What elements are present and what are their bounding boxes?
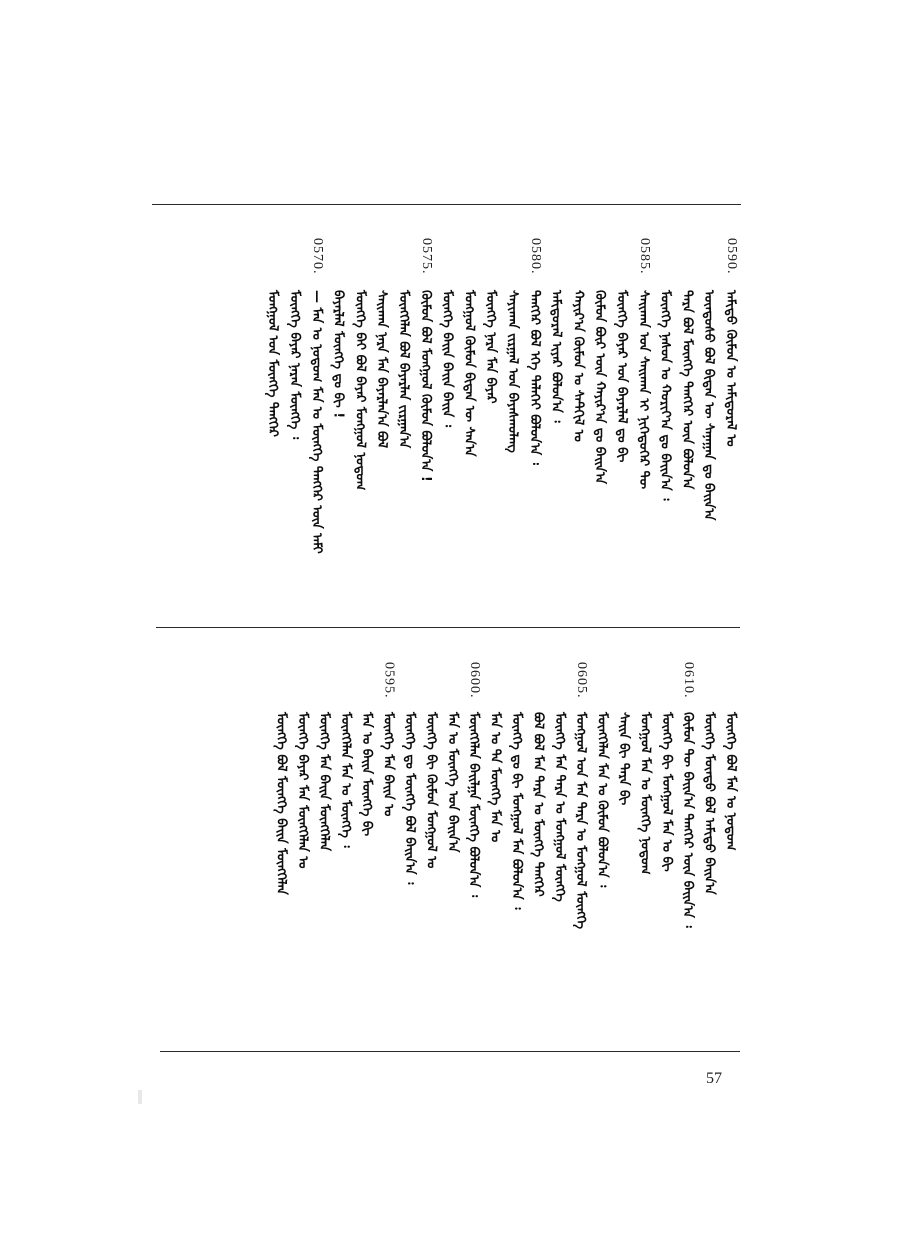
verse-line: ᠮᠦᠩᠬᠡ ᠨᠠᠷᠠ ᠮᠠᠨ ᠪᠠᠶᠠᠷ xyxy=(483,290,499,404)
verse-line: ᠮᠥᠩᠬᠡ ᠪᠠᠢ ᠪᠣᠯ ᠪᠠᠶᠠᠷ ᠮᠣᠩᠭᠣᠯ ᠨᠤᠲᠤᠭ xyxy=(352,290,368,491)
verse-line: ᠮᠥᠩᠬᠡ ᠪᠣᠯ ᠮᠥᠩᠬᠡ ᠪᠠᠢᠨ ᠮᠥᠩᠬᠡᠯᠡᠨ xyxy=(273,712,289,895)
verse-line: ᠮᠣᠩᠭᠣᠯ ᠤᠨ ᠮᠠᠨ ᠲᠡᠷᠡ ᠤ ᠮᠣᠩᠭᠣᠯ ᠮᠥᠩᠬᠡ xyxy=(573,712,589,929)
verse-line: ᠮᠦᠩᠬᠡ ᠨᠠᠰᠤᠨ ᠤ ᠬᠣᠷᠢᠶ᠎ᠠ ᠳᠤ ᠪᠠᠢᠨ᠎ᠠ ᠄ xyxy=(657,290,673,501)
verse-line: ᠮᠥᠩᠬᠡ ᠮᠠᠨ ᠪᠠᠢᠨ ᠤ xyxy=(380,712,396,817)
verse-line: ᠰᠠᠢᠨ ᠪᠢ ᠲᠡᠷᠡ ᠪᠢ xyxy=(616,712,631,806)
verse-line: ᠮᠣᠩᠭᠣᠯ ᠮᠠᠨ ᠤ ᠮᠥᠩᠬᠡ ᠨᠤᠲᠤᠭ xyxy=(637,712,653,875)
verse-line: ᠮᠦᠩᠬᠡ ᠪᠣᠯ ᠮᠠᠨ ᠤ ᠨᠤᠲᠤᠭ xyxy=(723,712,738,851)
verse-line: ᠮᠠᠨ ᠤ ᠲᠡ ᠮᠥᠩᠬᠡ ᠮᠠᠨ ᠤ xyxy=(487,712,503,843)
verse-line: ᠮᠥᠩᠬᠡ ᠪᠠᠢᠨ ᠪᠠᠢᠨ ᠪᠠᠢᠨ ᠄ xyxy=(439,290,455,427)
verse-line: ᠮᠣᠩᠭᠣᠯ ᠬᠦᠮᠦᠨ ᠪᠢᠳᠡᠨ ᠦ ᠰᠠᠨ᠎ᠠ xyxy=(461,290,477,457)
line-number: 0580. xyxy=(527,238,543,275)
line-number: 0585. xyxy=(636,238,652,275)
verse-line: ᠪᠣᠯ ᠪᠣᠯ ᠮᠠᠨ ᠲᠡᠷᠡ ᠤ ᠮᠥᠩᠬᠡ ᠲᠡᠩᠭᠡᠷ xyxy=(530,712,546,897)
verse-line: ᠮᠥᠩᠬᠡ ᠪᠢ ᠬᠦᠮᠦᠨ ᠮᠣᠩᠭᠣᠯ ᠤ xyxy=(423,712,439,869)
verse-line: ᠬᠠᠶᠢᠷ᠎ᠠ ᠬᠦᠮᠦᠨ ᠤ ᠰᠡᠲᠭᠢᠯ ᠤ xyxy=(570,290,586,442)
verse-line: ᠲᠡᠩᠭᠡᠷ ᠪᠣᠯ ᠡᠬᠡ ᠳᠡᠯᠡᠬᠡᠢ ᠪᠣᠯᠤᠨ᠎ᠠ ᠄ xyxy=(526,290,542,465)
verse-line: ᠮᠥᠩᠬᠡ ᠮᠠᠨ ᠲᠡᠷᠡ ᠤ ᠮᠣᠩᠭᠣᠯ ᠮᠥᠩᠬᠡ xyxy=(551,712,567,902)
verse-line: ᠰᠠᠢᠬᠠᠨ ᠤᠨ ᠰᠠᠢᠬᠠᠨ ᠢ ᠨᠢᠭᠡᠳᠦᠭᠡᠷ ᠲᠦ xyxy=(635,290,651,489)
verse-line: — ᠮᠠᠨ ᠤ ᠨᠤᠲᠤᠭ ᠮᠠᠨ ᠤ ᠮᠥᠩᠬᠡ ᠲᠡᠩᠭᠡᠷ ᠦᠨ ᠠᠮᠢ xyxy=(308,290,324,554)
verse-line: ᠮᠥᠩᠬᠡᠯᠡᠨ ᠮᠠᠨ ᠤ ᠬᠦᠮᠦᠨ ᠪᠣᠯᠤᠨ᠎ᠠ ᠄ xyxy=(594,712,610,888)
line-number: 0605. xyxy=(574,662,590,699)
verse-line: ᠲᠡᠷᠡ ᠪᠣᠯ ᠮᠥᠩᠬᠡ ᠲᠡᠩᠭᠡᠷ ᠦᠨ ᠪᠣᠯᠤᠨ᠎ᠠ xyxy=(679,290,695,490)
verse-line: ᠮᠥᠩᠬᠡᠯᠡᠨ ᠮᠠᠨ ᠤ ᠮᠥᠩᠬᠡ ᠄ xyxy=(337,712,353,848)
verse-line: ᠮᠥᠩᠬᠡ ᠪᠠᠶᠠᠷ ᠨᠠᠷᠠᠨ ᠮᠥᠩᠬᠡ ᠄ xyxy=(287,290,302,440)
verse-line: ᠮᠠᠨ ᠤ ᠪᠠᠢᠨ ᠮᠥᠩᠬᠡ ᠪᠢ xyxy=(359,712,375,837)
verse-line: ᠮᠥᠩᠬᠡ ᠪᠠᠶᠠᠷ ᠮᠠᠨ ᠮᠥᠩᠬᠡᠯᠡᠨ ᠤ xyxy=(295,712,310,869)
verse-line: ᠮᠣᠩᠭᠣᠯ ᠤᠨ ᠮᠥᠩᠬᠡ ᠲᠡᠩᠭᠡᠷ xyxy=(265,290,281,437)
verse-line: ᠬᠦᠮᠦᠨ ᠲᠦ ᠪᠠᠢᠨ᠎ᠠ ᠲᠡᠩᠭᠡᠷ ᠦᠨ ᠪᠠᠢᠨ᠎ᠠ ᠄ xyxy=(680,712,696,928)
verse-line: ᠮᠥᠩᠬᠡᠯᠡᠨ ᠪᠠᠢᠯᠭᠠ ᠮᠥᠩᠬᠡ ᠪᠣᠯᠤᠨ᠎ᠠ ᠄ xyxy=(466,712,482,898)
page-number: 57 xyxy=(706,1070,722,1087)
top-rule xyxy=(152,204,741,205)
middle-rule xyxy=(156,627,740,628)
bottom-rule xyxy=(160,1051,740,1052)
verse-line: ᠮᠥᠩᠬᠡ ᠳᠤ ᠮᠥᠩᠬᠡ ᠪᠣᠯ ᠪᠠᠢᠨ᠎ᠠ ᠄ xyxy=(402,712,417,885)
verse-line: ᠪᠠᠶᠠᠷᠯᠠᠯ ᠮᠥᠩᠬᠡ ᠳᠤ ᠪᠢ ! xyxy=(330,290,346,419)
verse-line: ᠦᠨᠳᠦᠰᠦ ᠪᠣᠯ ᠪᠢᠳᠡᠨ ᠦ ᠰᠠᠨᠠᠭᠠᠨ ᠳᠤ ᠪᠠᠢᠨ᠎ᠠ xyxy=(701,290,717,521)
verse-line: ᠮᠥᠩᠬᠡᠯᠡᠨ ᠪᠣᠯ ᠪᠠᠶᠠᠷᠯᠠᠨ ᠵᠢᠷᠭᠠᠨ᠎ᠠ xyxy=(396,290,411,449)
scan-smudge xyxy=(138,1090,142,1104)
verse-line: ᠮᠥᠩᠬᠡ ᠪᠢ ᠮᠣᠩᠭᠣᠯ ᠮᠠᠨ ᠤ ᠪᠢ xyxy=(658,712,674,872)
verse-line: ᠮᠥᠩᠬᠡ ᠮᠥᠨᠳᠦ ᠪᠣᠯ ᠠᠮᠢᠳᠤ ᠪᠠᠢᠨ᠎ᠠ xyxy=(701,712,717,895)
verse-line: ᠰᠠᠶᠢᠬᠠᠨ ᠵᠢᠷᠭᠠᠯ ᠤᠨ ᠪᠠᠶᠠᠰᠬᠤᠯᠠᠩ xyxy=(505,290,520,453)
verse-line: ᠰᠠᠢᠬᠠᠨ ᠨᠠᠷᠠ ᠮᠠᠨ ᠪᠠᠶᠠᠷᠯᠠᠨ᠎ᠠ ᠪᠣᠯ xyxy=(374,290,390,449)
verse-line: ᠮᠥᠩᠬᠡ ᠪᠠᠶᠠᠷ ᠤᠨ ᠪᠠᠶᠠᠷᠯᠠᠯ ᠳᠤ ᠪᠢ xyxy=(614,290,629,463)
verse-line: ᠠᠮᠢᠳᠤ ᠬᠦᠮᠦᠨ ᠤ ᠠᠮᠢᠳᠤᠷᠠᠯ ᠤ xyxy=(723,290,738,447)
verse-line: ᠮᠠᠨ ᠤ ᠮᠥᠩᠬᠡ ᠤᠨ ᠪᠠᠢᠨ᠎ᠠ xyxy=(444,712,460,853)
line-number: 0600. xyxy=(467,662,483,699)
line-number: 0610. xyxy=(681,662,697,699)
verse-line: ᠮᠥᠩᠬᠡ ᠮᠠᠨ ᠪᠠᠢᠨ ᠮᠥᠩᠬᠡᠯᠡᠨ xyxy=(316,712,332,852)
verse-line: ᠬᠦᠮᠦᠨ ᠪᠣᠯ ᠮᠣᠩᠭᠣᠯ ᠬᠦᠮᠦᠨ ᠪᠣᠯᠤᠨ᠎ᠠ ! xyxy=(417,290,433,482)
line-number: 0575. xyxy=(418,238,434,275)
verse-line: ᠮᠥᠩᠬᠡ ᠳᠤ ᠪᠢ ᠮᠣᠩᠭᠣᠯ ᠮᠠᠨ ᠪᠣᠯᠤᠨ᠎ᠠ ᠄ xyxy=(509,712,524,910)
verse-line: ᠬᠦᠮᠦᠨ ᠪᠦᠷ ᠦᠨ ᠬᠠᠶᠢᠷ᠎ᠠ ᠳᠤ ᠪᠠᠢᠨ᠎ᠠ xyxy=(592,290,608,485)
line-number: 0595. xyxy=(381,662,397,699)
line-number: 0590. xyxy=(724,238,739,275)
verse-line: ᠠᠮᠢᠳᠤᠷᠠᠯ ᠢᠶᠠᠷ ᠪᠣᠯᠤᠨ᠎ᠠ ᠄ xyxy=(548,290,564,423)
line-number: 0570. xyxy=(309,238,325,275)
